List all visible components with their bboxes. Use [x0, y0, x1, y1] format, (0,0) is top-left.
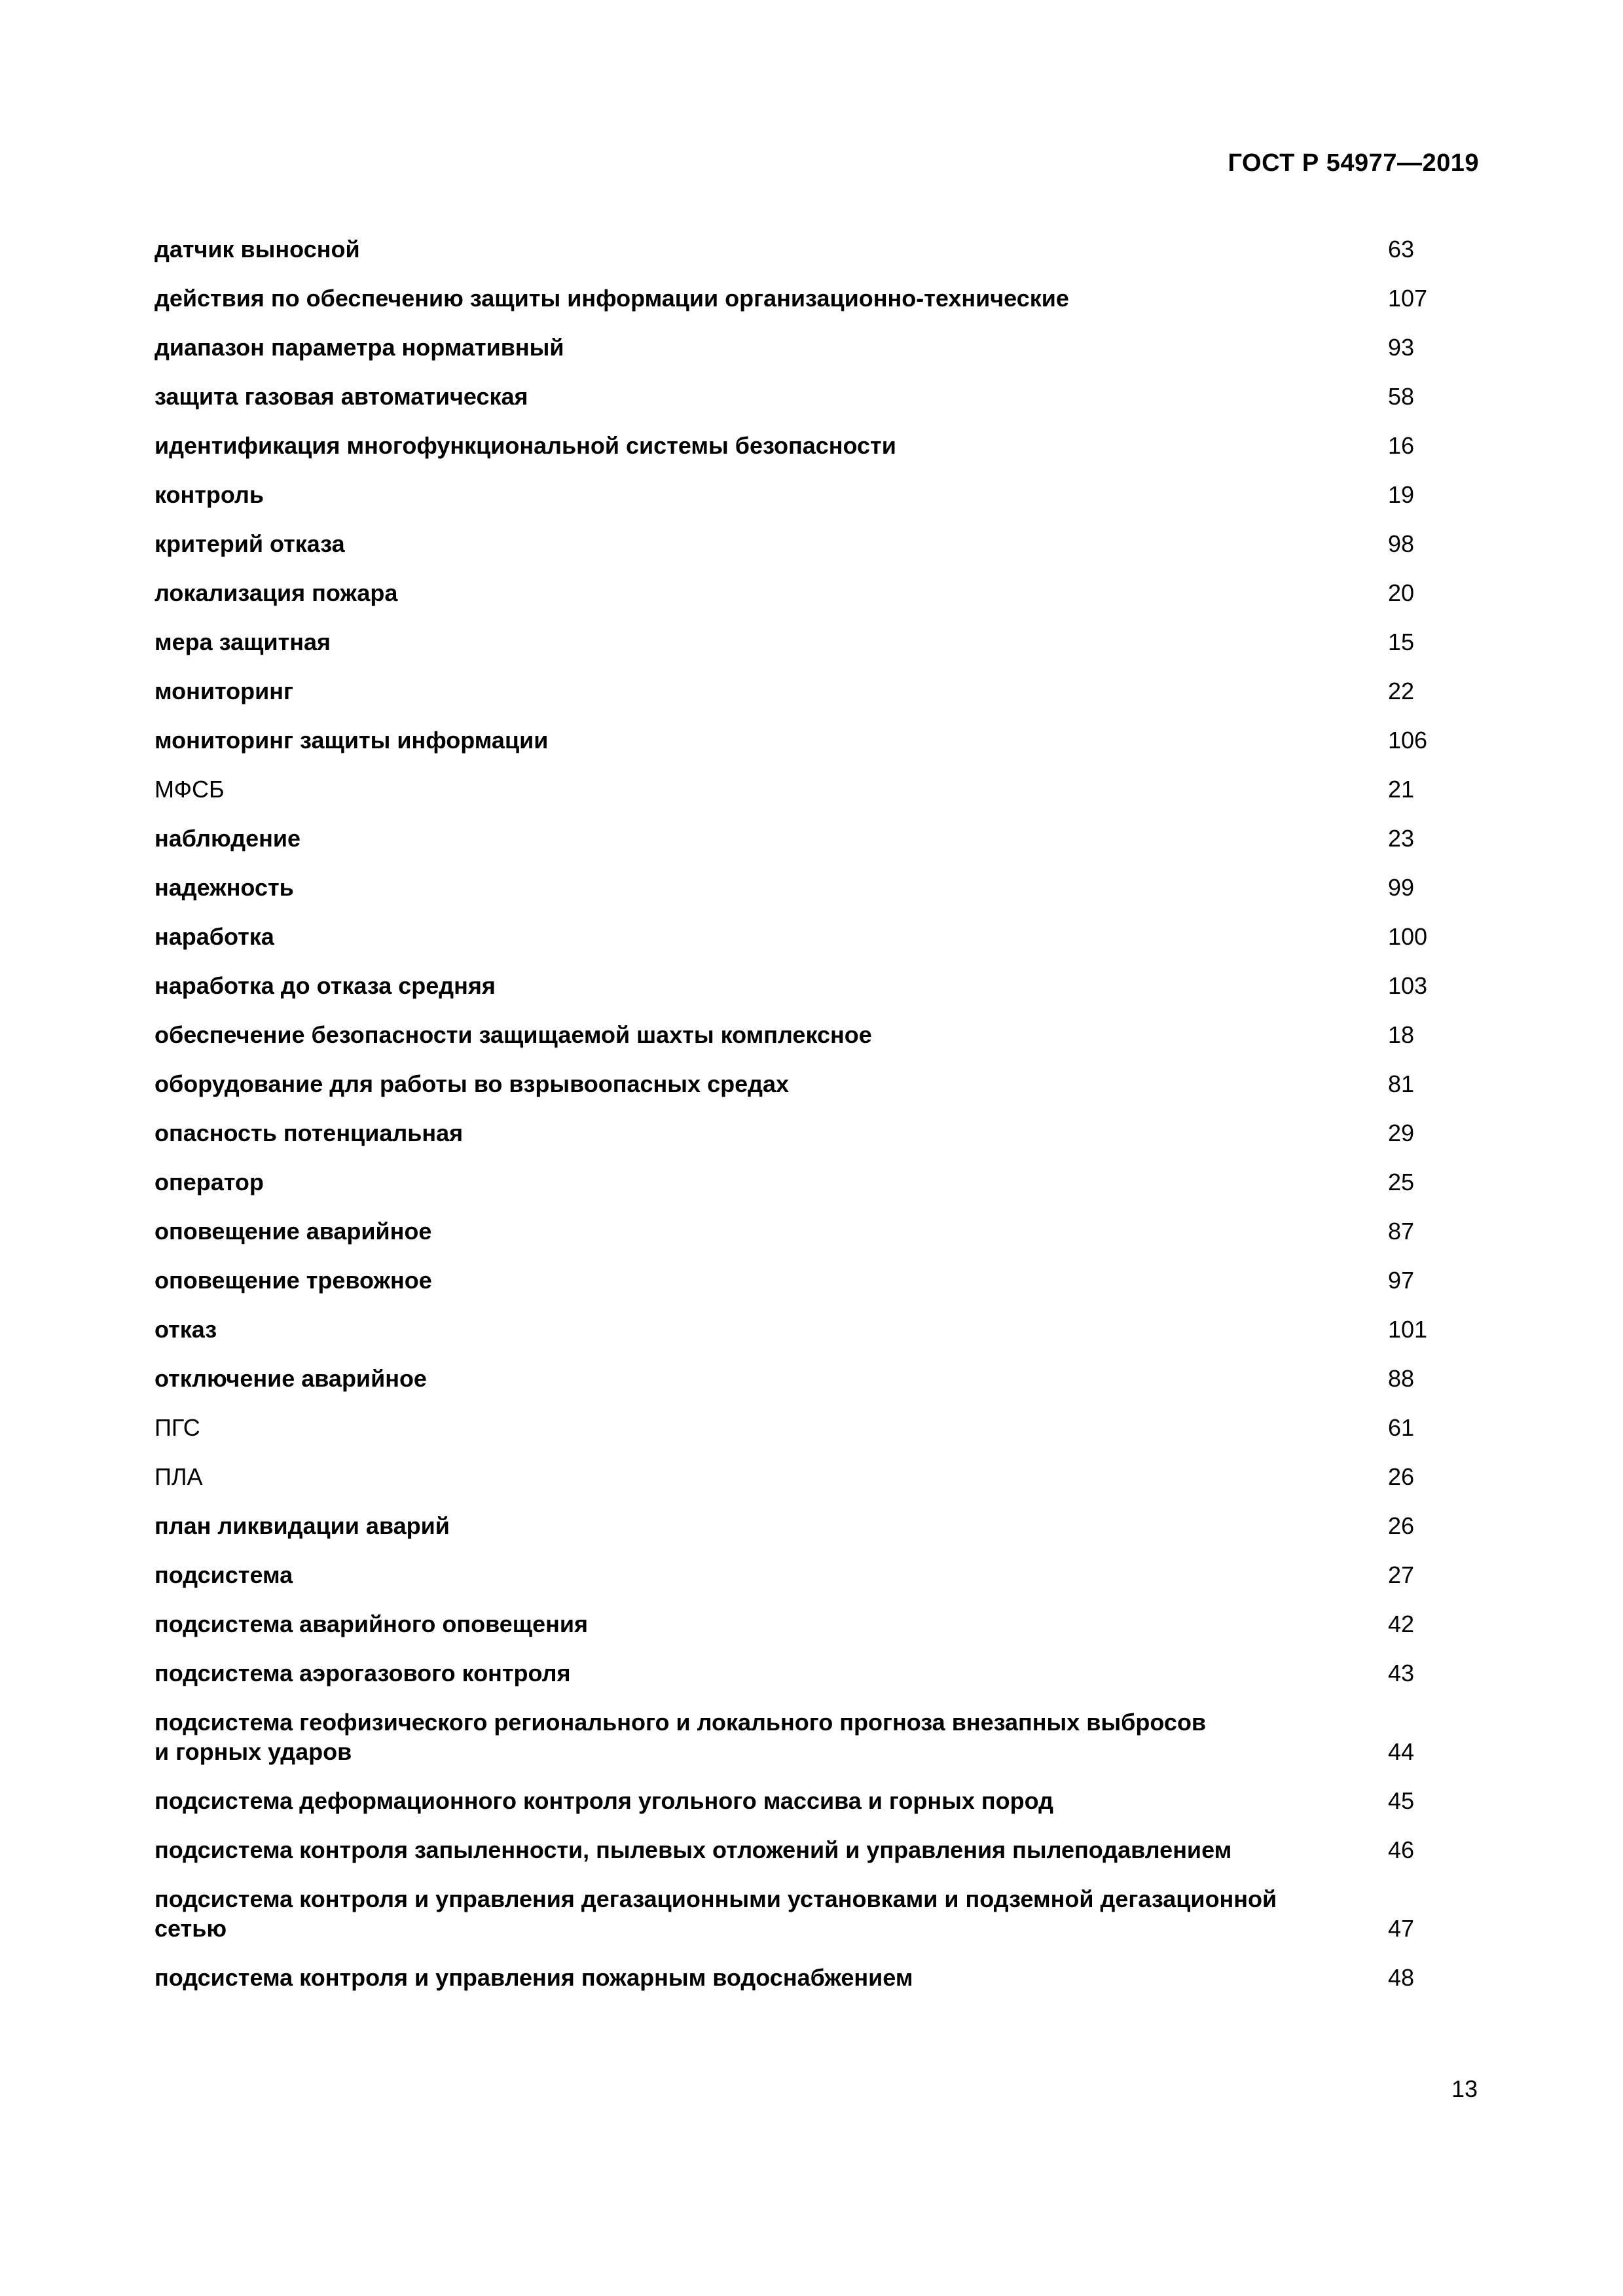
index-reference-number: 26 [1388, 1512, 1415, 1539]
index-reference-number: 81 [1388, 1070, 1415, 1097]
index-entry [155, 1658, 1477, 1688]
document-header: ГОСТ Р 54977—2019 [1228, 149, 1479, 177]
index-reference-number: 43 [1388, 1660, 1415, 1686]
index-entry [155, 1020, 1477, 1049]
index-reference-number: 97 [1388, 1267, 1415, 1294]
index-entry [155, 676, 1477, 706]
index-term: наблюдение [155, 825, 301, 852]
index-reference-number: 98 [1388, 530, 1415, 557]
index-entry [155, 1413, 1477, 1442]
index-reference-number: 25 [1388, 1169, 1415, 1195]
index-reference-number: 22 [1388, 678, 1415, 704]
index-term: подсистема деформационного контроля угольного массива и горных пород [155, 1787, 1054, 1814]
index-entry [155, 1266, 1477, 1295]
index-reference-number: 63 [1388, 236, 1415, 263]
index-entry [155, 1511, 1477, 1540]
index-reference-number: 29 [1388, 1120, 1415, 1146]
index-term: оборудование для работы во взрывоопасных средах [155, 1070, 789, 1097]
index-term: оповещение аварийное [155, 1218, 432, 1245]
index-entry [155, 1560, 1477, 1590]
index-reference-number: 19 [1388, 481, 1415, 508]
index-term: подсистема контроля запыленности, пылевых отложений и управления пылеподавлением [155, 1836, 1232, 1863]
index-term: защита газовая автоматическая [155, 383, 528, 410]
page-number: 13 [1451, 2075, 1478, 2102]
index-entry [155, 1118, 1477, 1148]
index-entry [155, 578, 1477, 608]
index-reference-number: 93 [1388, 334, 1415, 361]
index-term: оповещение тревожное [155, 1267, 432, 1294]
index-reference-number: 21 [1388, 776, 1415, 803]
index-entry [155, 431, 1477, 460]
index-term: отказ [155, 1316, 217, 1343]
index-term: ПГС [155, 1414, 200, 1441]
index-reference-number: 26 [1388, 1463, 1415, 1490]
index-entry [155, 480, 1477, 509]
index-term: ПЛА [155, 1463, 203, 1490]
index-reference-number: 46 [1388, 1836, 1415, 1863]
index-term: локализация пожара [155, 579, 398, 606]
index-term: мониторинг [155, 678, 294, 704]
index-term: наработка до отказа средняя [155, 972, 496, 999]
index-reference-number: 44 [1388, 1738, 1415, 1765]
index-term: диапазон параметра нормативный [155, 334, 564, 361]
index-reference-number: 103 [1388, 972, 1428, 999]
index-reference-number: 16 [1388, 432, 1415, 459]
index-reference-number: 15 [1388, 629, 1415, 655]
index-entry [155, 529, 1477, 558]
index-term: надежность [155, 874, 294, 901]
index-reference-number: 42 [1388, 1611, 1415, 1637]
index-reference-number: 27 [1388, 1561, 1415, 1588]
index-entry [155, 1216, 1477, 1246]
index-entry [155, 922, 1477, 951]
index-entry [155, 1462, 1477, 1491]
index-reference-number: 100 [1388, 923, 1428, 950]
index-reference-number: 58 [1388, 383, 1415, 410]
index-entry [155, 774, 1477, 804]
index-term: подсистема контроля и управления пожарным водоснабжением [155, 1964, 913, 1991]
index-entry [155, 873, 1477, 902]
index-term: идентификация многофункциональной системы безопасности [155, 432, 896, 459]
index-entry [155, 725, 1477, 755]
index-term: опасность потенциальная [155, 1120, 464, 1146]
index-reference-number: 99 [1388, 874, 1415, 901]
index-term: подсистема аварийного оповещения [155, 1611, 589, 1637]
index-entry [155, 627, 1477, 657]
index-term: датчик выносной [155, 236, 360, 263]
index-reference-number: 107 [1388, 285, 1428, 312]
index-term: контроль [155, 481, 264, 508]
index-reference-number: 20 [1388, 579, 1415, 606]
index-entry [155, 1884, 1477, 1943]
index-entry [155, 1609, 1477, 1639]
index-entry [155, 1069, 1477, 1099]
index-entry [155, 333, 1477, 362]
index-term: подсистема геофизического регионального и локального прогноза внезапных выбросов и горных ударов [155, 1709, 1207, 1765]
index-term: план ликвидации аварий [155, 1512, 450, 1539]
index-reference-number: 45 [1388, 1787, 1415, 1814]
index-entry [155, 971, 1477, 1000]
index-reference-number: 87 [1388, 1218, 1415, 1245]
index-term: МФСБ [155, 776, 225, 803]
index-entry [155, 1167, 1477, 1197]
index-reference-number: 47 [1388, 1915, 1415, 1942]
index-entry [155, 382, 1477, 411]
index-reference-number: 23 [1388, 825, 1415, 852]
index-term: наработка [155, 923, 274, 950]
index-entry [155, 1835, 1477, 1865]
index-reference-number: 48 [1388, 1964, 1415, 1991]
index-term: подсистема контроля и управления дегазационными установками и подземной дегазационной сетью [155, 1886, 1277, 1942]
index-entry [155, 283, 1477, 313]
index-entry [155, 824, 1477, 853]
index-entry [155, 1786, 1477, 1815]
index-term: мониторинг защиты информации [155, 727, 549, 754]
index-entry [155, 234, 1477, 264]
index-term: отключение аварийное [155, 1365, 427, 1392]
index-term: подсистема [155, 1561, 293, 1588]
index-term: подсистема аэрогазового контроля [155, 1660, 571, 1686]
index-reference-number: 61 [1388, 1414, 1415, 1441]
index-reference-number: 18 [1388, 1021, 1415, 1048]
index-term: оператор [155, 1169, 264, 1195]
index-term: критерий отказа [155, 530, 345, 557]
index-entry [155, 1963, 1477, 1992]
index-term: обеспечение безопасности защищаемой шахты комплексное [155, 1021, 872, 1048]
index-reference-number: 106 [1388, 727, 1428, 754]
index-reference-number: 101 [1388, 1316, 1428, 1343]
index-entry [155, 1707, 1477, 1766]
index-term: мера защитная [155, 629, 331, 655]
alphabetical-index [155, 234, 1477, 2012]
index-term: действия по обеспечению защиты информации организационно-технические [155, 285, 1069, 312]
index-entry [155, 1315, 1477, 1344]
index-reference-number: 88 [1388, 1365, 1415, 1392]
index-entry [155, 1364, 1477, 1393]
